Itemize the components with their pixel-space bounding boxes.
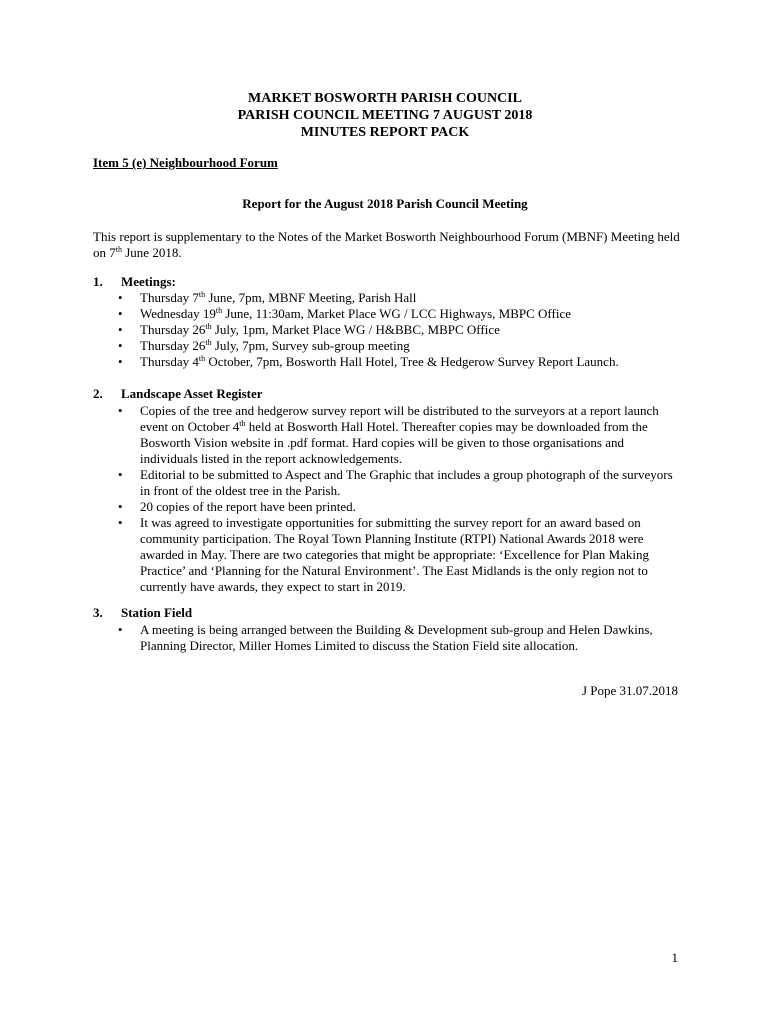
item-heading: Item 5 (e) Neighbourhood Forum (93, 155, 278, 170)
page-number: 1 (671, 950, 678, 965)
list-item: • Thursday 7th June, 7pm, MBNF Meeting, Parish Hall (118, 290, 678, 306)
meetings-list (118, 290, 678, 370)
list-item: • Thursday 26th July, 1pm, Market Place WG / H&BBC, MBPC Office (118, 322, 678, 338)
landscape-list (118, 403, 678, 595)
list-item: • Copies of the tree and hedgerow survey report will be distributed to the surveyors at a report launch event on October 4th held at Bosworth Hall Hotel. Thereafter copies may be downloaded from the Bosworth Vision website in .pdf format. Hard copies will be given to those organisations and individuals listed in the report acknowledgements. (118, 403, 678, 467)
list-item: • It was agreed to investigate opportunities for submitting the survey report for an award based on community participation. The Royal Town Planning Institute (RTPI) National Awards 2018 were awarded in May. There are two categories that might be appropriate: ‘Excellence for Plan Making Practice’ and ‘Planning for the Natural Environment’. The East Midlands is the only region not to currently have awards, they expect to start in 2019. (118, 515, 678, 595)
report-pack-title: MINUTES REPORT PACK (300, 125, 470, 140)
meeting-title: PARISH COUNCIL MEETING 7 AUGUST 2018 (237, 108, 533, 123)
section-meetings-heading: 1. Meetings: (93, 274, 176, 289)
list-item: • 20 copies of the report have been printed. (118, 499, 678, 515)
list-item: • Editorial to be submitted to Aspect and The Graphic that includes a group photograph of the surveyors in front of the oldest tree in the Parish. (118, 467, 678, 499)
list-item: • Thursday 26th July, 7pm, Survey sub-group meeting (118, 338, 678, 354)
list-item: • Wednesday 19th June, 11:30am, Market Place WG / LCC Highways, MBPC Office (118, 306, 678, 322)
list-item: • A meeting is being arranged between the Building & Development sub-group and Helen Dawkins, Planning Director, Miller Homes Limited to discuss the Station Field site allocation. (118, 622, 678, 654)
report-title: Report for the August 2018 Parish Council Meeting (242, 196, 528, 211)
section-station-heading: 3. Station Field (93, 605, 193, 620)
list-item: • Thursday 4th October, 7pm, Bosworth Hall Hotel, Tree & Hedgerow Survey Report Launch. (118, 354, 678, 370)
signature-date: J Pope 31.07.2018 (581, 683, 678, 698)
section-landscape-heading: 2. Landscape Asset Register (93, 386, 263, 401)
station-list (118, 622, 678, 654)
intro-paragraph: This report is supplementary to the Notes of the Market Bosworth Neighbourhood Forum (MBNF) Meeting held on 7th June 2018. (93, 229, 680, 260)
council-name: MARKET BOSWORTH PARISH COUNCIL (248, 91, 522, 106)
